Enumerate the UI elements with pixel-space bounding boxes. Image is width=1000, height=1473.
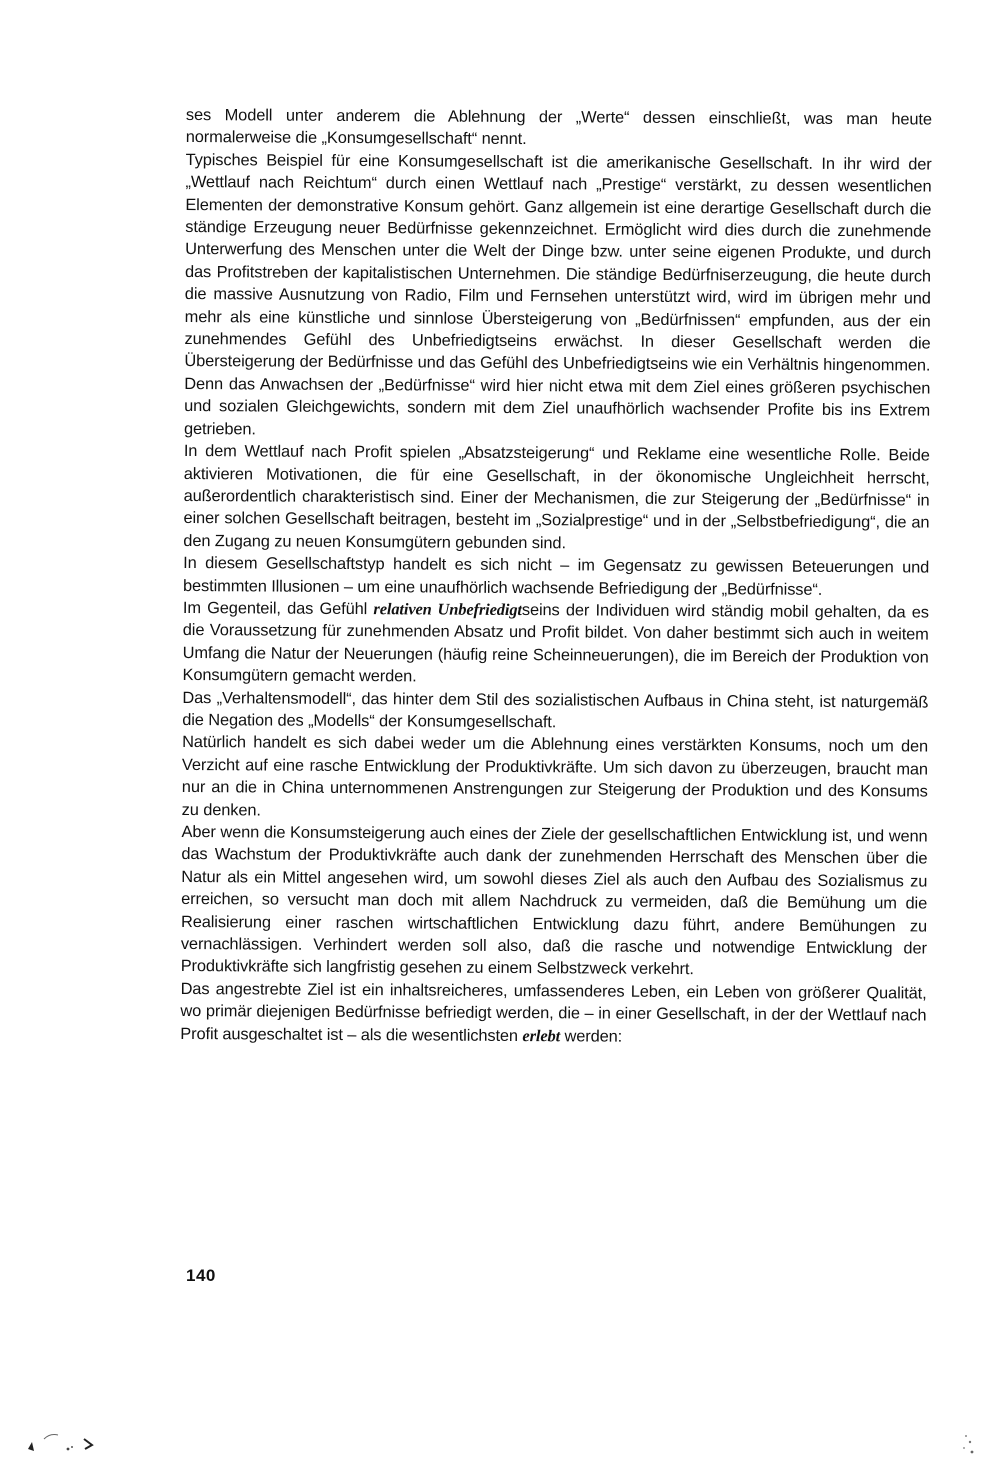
body-text <box>180 104 932 1050</box>
paragraph: Natürlich handelt es sich dabei weder um die Ablehnung eines verstärkten Konsums, noch um den Verzicht auf eine rasche Entwicklung der Produktivkräfte. Um sich davon zu überzeugen, braucht man nur an die in China unternommenen Anstrengungen zur Steigerung der Produktion und des Konsums zu denken. <box>181 733 929 820</box>
paragraph: Aber wenn die Konsumsteigerung auch eines der Ziele der gesellschaftlichen Entwicklung ist, und wenn das Wachstum der Produktivkräfte auch dank der zunehmenden Herrschaft des Menschen über die Natur als ein Mittel angesehen wird, um sowohl dieses Ziel als auch den Aufbau des Sozialismus zu erreichen, so versucht man doch mit allem Nachdruck zu vermeiden, daß die Bemühung um die Realisierung einer raschen wirtschaftlichen Entwicklung dazu führt, andere Bemühungen zu vernachlässigen. Verhindert werden soll also, daß die rasche und notwendige Entwicklung der Produktivkräfte sich langfristig gesehen zu einem Selbstzweck verkehrt. <box>180 822 928 979</box>
scan-artifact <box>952 1428 992 1458</box>
emphasized-text: erlebt <box>522 1025 561 1045</box>
scan-artifact <box>22 1425 112 1455</box>
paragraph-text: werden: <box>560 1026 623 1046</box>
paragraph: Das „Verhaltensmodell“, das hinter dem Stil des sozialistischen Aufbaus in China steht, ist naturgemäß die Negation des „Modells“ der Konsumgesellschaft. <box>182 688 929 732</box>
paragraph <box>180 978 926 1050</box>
paragraph-text: Das angestrebte Ziel ist ein inhaltsreicheres, umfassenderes Leben, ein Leben von größerer Qualität, wo primär diejenigen Bedürfnisse befriedigt werden, die – in einer Gesellschaft, in der der Wettlauf nach Profit ausgeschaltet ist – als die wesentlichsten <box>180 979 927 1045</box>
page-number: 140 <box>186 1266 216 1285</box>
paragraph: Typisches Beispiel für eine Konsumgesellschaft ist die amerikanische Gesellschaft. In ihr wird der „Wettlauf nach Reichtum“ durch einen Wettlauf nach „Prestige“ verstärkt, zu dessen wesentlichen Elementen der demonstrative Konsum gehört. Ganz allgemein ist eine derartige Gesellschaft durch die ständige Erzeugung neuer Bedürfnisse gekennzeichnet. Ermöglicht wird dies durch die zunehmende Unterwerfung des Menschen unter die Welt der Dinge bzw. unter seine eigenen Produkte, und durch das Profitstreben der kapitalistischen Unternehmen. Die ständige Bedürfniserzeugung, die heute durch die massive Ausnutzung von Radio, Film und Fernsehen unterstützt wird, wird im übrigen mehr und mehr als eine künstliche und sinnlose Übersteigerung von „Bedürfnissen“ empfunden, aus der ein zunehmendes Gefühl des Unbefriedigtseins erwächst. In dieser Gesellschaft werden die Übersteigerung der Bedürfnisse und das Gefühl des Unbefriedigtseins wie ein Verhältnis hingenommen. Denn das Anwachsen der „Bedürfnisse“ wird hier nicht etwa mit dem Ziel eines größeren psychischen und sozialen Gleichgewichts, sondern mit dem Ziel unaufhörlich wachsender Profite bis ins Extrem getrieben. <box>183 150 932 439</box>
paragraph: In diesem Gesellschaftstyp handelt es sich nicht – im Gegensatz zu gewissen Beteuerungen und bestimmten Illusionen – um eine unaufhörlich wachsende Befriedigung der „Bedürfnisse“. <box>183 554 930 599</box>
paragraph-text: Im Gegenteil, das Gefühl <box>182 598 374 619</box>
paragraph: In dem Wettlauf nach Profit spielen „Absatzsteigerung“ und Reklame eine wesentliche Rolle. Beide aktivieren Motivationen, die für eine Gesellschaft, in der ökonomische Ungleichheit herrscht, außerordentlich charakteristisch sind. Einer der Mechanismen, die zur Steigerung der „Bedürfnisse“ in einer solchen Gesellschaft beitragen, besteht im „Sozialprestige“ und in der „Selbstbefriedigung“, die an den Zugang zu neuen Konsumgütern gebunden sind. <box>183 442 930 553</box>
paragraph: ses Modell unter anderem die Ablehnung der „Werte“ dessen einschließt, was man heute normalerweise die „Konsumgesellschaft“ nennt. <box>185 105 932 149</box>
paragraph <box>182 597 929 691</box>
emphasized-text: relativen Unbefriedigt <box>373 599 522 619</box>
paragraph-text: seins der Individuen wird ständig mobil gehalten, da es die Voraussetzung für zunehmenden Absatz und Profit bildet. Von daher bestimmt sich auch in weitem Umfang die Natur der Neuerungen (häufig reine Scheinneuerungen), die im Bereich der Produktion von Konsumgütern gemacht werden. <box>182 600 929 686</box>
